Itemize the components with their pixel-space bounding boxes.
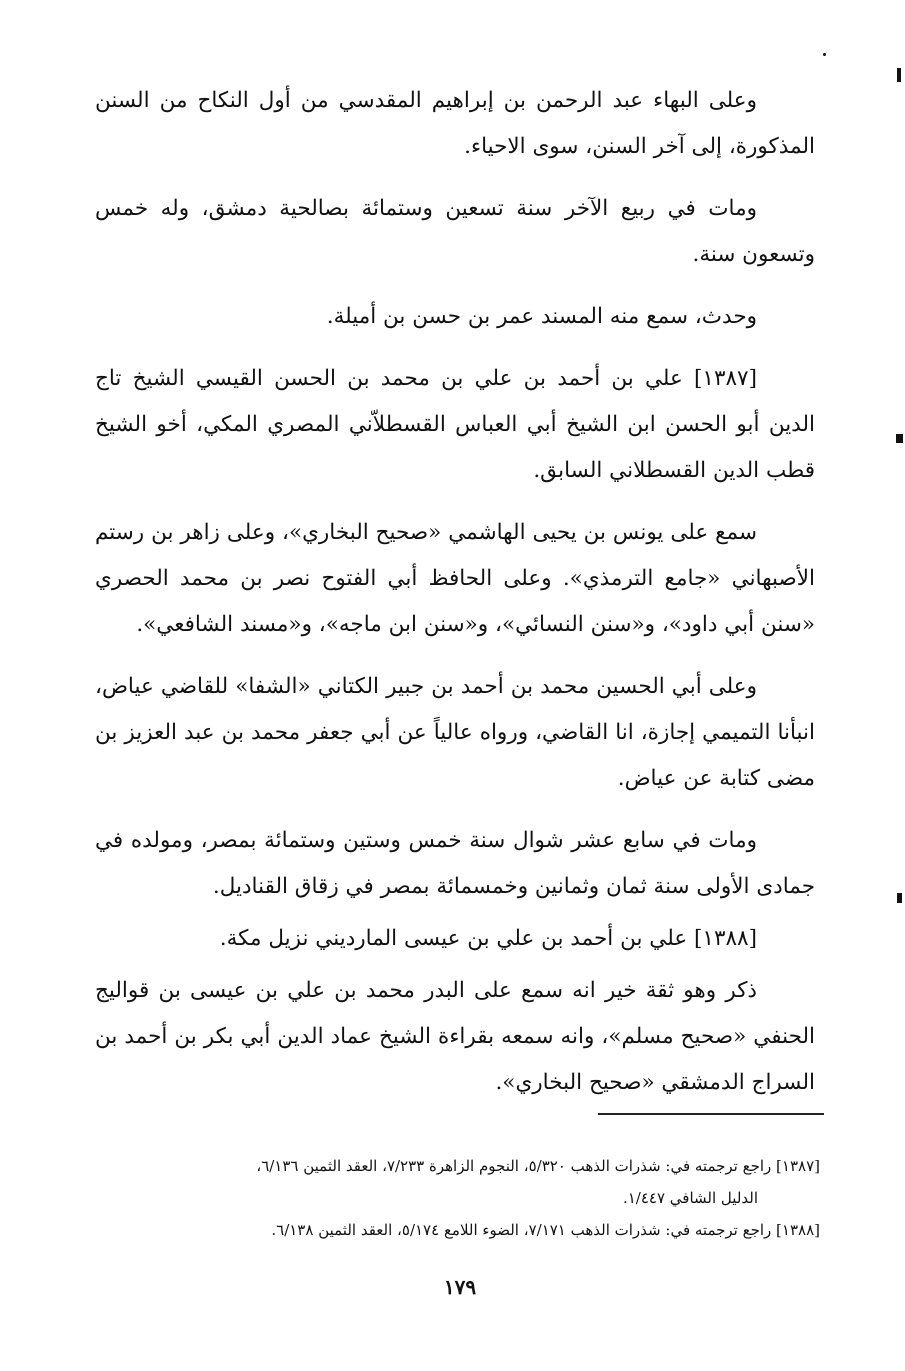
- footnotes: [120, 1150, 820, 1246]
- paragraph-5: سمع على يونس بن يحيى الهاشمي «صحيح البخاري»، وعلى زاهر بن رستم الأصبهاني «جامع الترمذي». وعلى الحافظ أبي الفتوح نصر بن محمد الحصري «سنن أبي داود»، و«سنن النسائي»، و«سنن ابن ماجه»، و«مسند الشافعي».: [95, 520, 815, 637]
- margin-mark-1: [897, 68, 901, 82]
- entry-1388-heading: [١٣٨٨] علي بن أحمد بن علي بن عيسى المارديني نزيل مكة.: [219, 926, 757, 951]
- paragraph-7: ومات في سابع عشر شوال سنة خمس وستين وستمائة بمصر، ومولده في جمادى الأولى سنة ثمان وثمانين وخمسمائة بمصر في زقاق القناديل.: [95, 828, 815, 899]
- paragraph-2: ومات في ربيع الآخر سنة تسعين وستمائة بصالحية دمشق، وله خمس وتسعون سنة.: [95, 196, 815, 267]
- footnote-1387-line2: الدليل الشافي ١/٤٤٧.: [622, 1189, 758, 1207]
- footnote-1388: [١٣٨٨] راجع ترجمته في: شذرات الذهب ٧/١٧١، الضوء اللامع ٥/١٧٤، العقد الثمين ٦/١٣٨.: [271, 1221, 820, 1239]
- paragraph-9: ذكر وهو ثقة خير انه سمع على البدر محمد بن علي بن عيسى بن قواليج الحنفي «صحيح مسلم»، وانه سمعه بقراءة الشيخ عماد الدين أبي بكر بن أحمد بن السراج الدمشقي «صحيح البخاري».: [95, 978, 815, 1095]
- entry-1387-heading: [١٣٨٧] علي بن أحمد بن علي بن محمد بن الحسن القيسي الشيخ تاج الدين أبو الحسن ابن الشيخ أبي العباس القسطلاّني المصري المكي، أخو الشيخ قطب الدين القسطلاني السابق.: [95, 366, 815, 483]
- main-text: [95, 78, 815, 1106]
- footnote-divider: [598, 1113, 824, 1115]
- margin-dot: [823, 53, 826, 56]
- paragraph-1: وعلى البهاء عبد الرحمن بن إبراهيم المقدسي من أول النكاح من السنن المذكورة، إلى آخر السنن، سوى الاحياء.: [95, 88, 815, 159]
- paragraph-6: وعلى أبي الحسين محمد بن أحمد بن جبير الكتاني «الشفا» للقاضي عياض، انبأنا التميمي إجازة، انا القاضي، ورواه عالياً عن أبي جعفر محمد بن عبد العزيز بن مضى كتابة عن عياض.: [95, 674, 815, 791]
- page-number: ١٧٩: [443, 1275, 477, 1299]
- footnote-1387-line1: [١٣٨٧] راجع ترجمته في: شذرات الذهب ٥/٣٢٠، النجوم الزاهرة ٧/٢٣٣، العقد الثمين ٦/١٣٦،: [256, 1157, 820, 1175]
- margin-mark-2: [896, 434, 903, 443]
- paragraph-3: وحدث، سمع منه المسند عمر بن حسن بن أميلة.: [326, 304, 757, 329]
- margin-mark-3: [897, 893, 902, 903]
